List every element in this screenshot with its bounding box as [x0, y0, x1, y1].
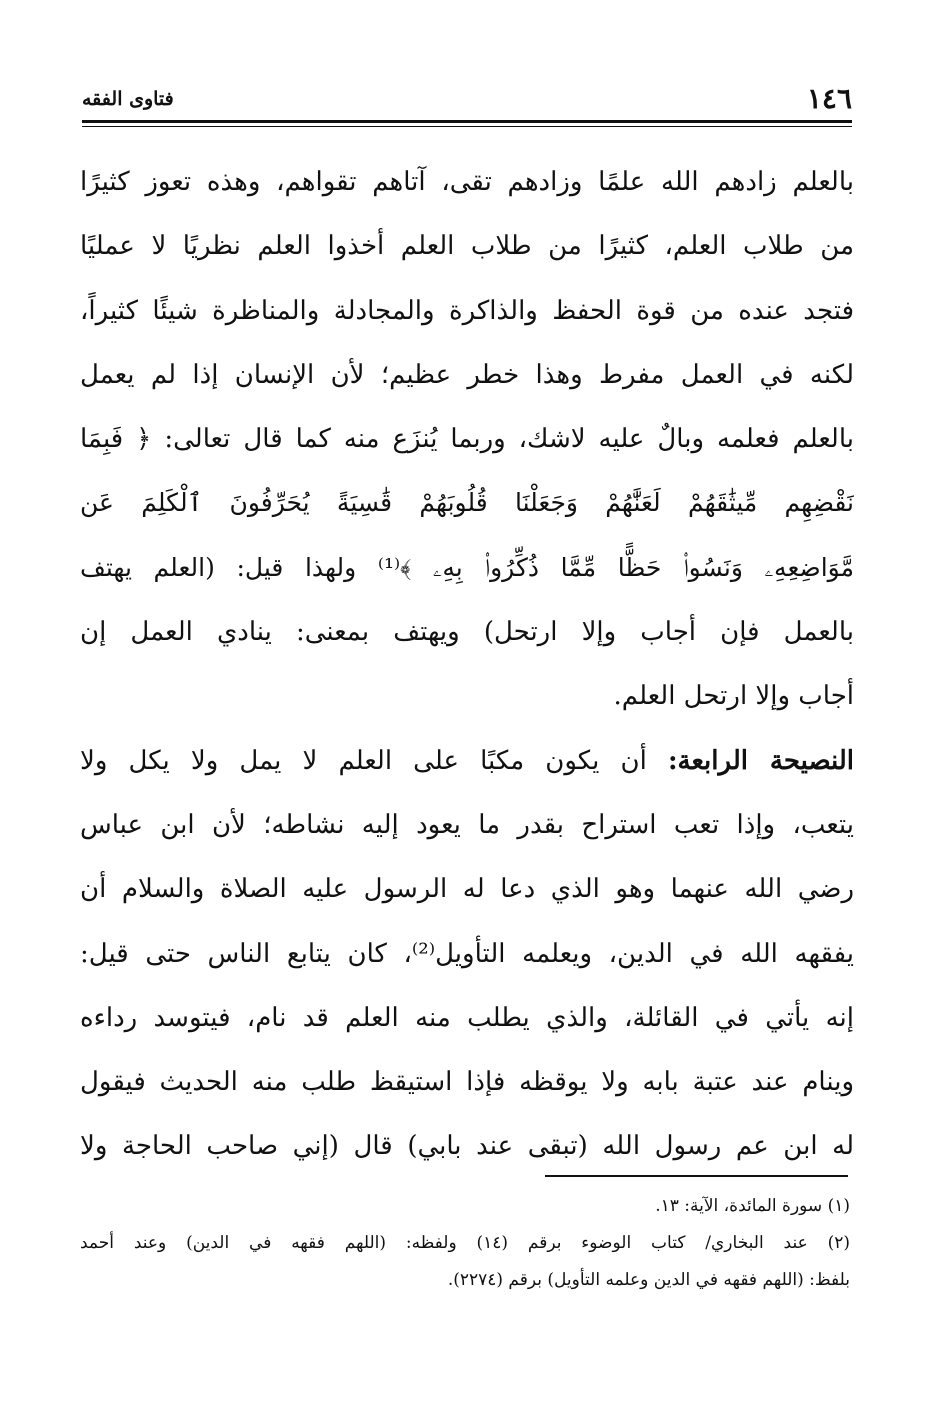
text-line: من طلاب العلم، كثيرًا من طلاب العلم أخذوا العلم نظريًا لا عمليًا [80, 231, 854, 262]
text-line: يفقهه الله في الدين، ويعلمه التأويل⁽²⁾، كان يتابع الناس حتى قيل: [80, 938, 854, 969]
running-title: فتاوى الفقه [82, 88, 174, 110]
text-line: يتعب، وإذا تعب استراح بقدر ما يعود إليه نشاطه؛ لأن ابن عباس [80, 809, 854, 840]
text-line: أجاب وإلا ارتحل العلم. [613, 681, 854, 712]
text-line: بالعلم فعلمه وبالٌ عليه لاشك، وربما يُنزَع منه كما قال تعالى: ﴿ فَبِمَا [80, 424, 854, 455]
main-text [80, 150, 854, 1179]
footnote-2-continued: بلفظ: (اللهم فقهه في الدين وعلمه التأويل) برقم (٢٢٧٤). [447, 1270, 850, 1290]
quran-verse-line: مَّوَاضِعِهِۦ وَنَسُوا۟ حَظًّا مِّمَّا ذُكِّرُوا۟ بِهِۦ ﴾⁽¹⁾ ولهذا قيل: (العلم يهتف [80, 552, 854, 582]
header-rule-thick [82, 120, 852, 123]
advice-heading: النصيحة الرابعة: [667, 745, 854, 776]
text-line: بالعمل فإن أجاب وإلا ارتحل) ويهتف بمعنى: ينادي العمل إن [80, 617, 854, 648]
page-number: ١٤٦ [806, 82, 852, 115]
paragraph-first-line-text: أن يكون مكبًا على العلم لا يمل ولا يكل ولا [80, 745, 668, 776]
header-rule-thin [82, 126, 852, 127]
text-line: لكنه في العمل مفرط وهذا خطر عظيم؛ لأن الإنسان إذا لم يعمل [80, 359, 854, 390]
text-line: فتجد عنده من قوة الحفظ والذاكرة والمجادلة والمناظرة شيئًا كثيراً، [80, 295, 854, 326]
footnote-1: (١) سورة المائدة، الآية: ١٣. [655, 1196, 850, 1216]
text-line: وينام عند عتبة بابه ولا يوقظه فإذا استيقظ طلب منه الحديث فيقول [80, 1067, 854, 1098]
page-header [82, 82, 852, 120]
paragraph-first-line [80, 729, 854, 793]
text-line: رضي الله عنهما وهو الذي دعا له الرسول عليه الصلاة والسلام أن [80, 874, 854, 905]
quran-verse-line: نَقْضِهِم مِّيثَٰقَهُمْ لَعَنَّٰهُمْ وَجَعَلْنَا قُلُوبَهُمْ قَٰسِيَةً يُحَرِّفُونَ ٱلْكَلِمَ عَن [80, 488, 854, 518]
text-line: له ابن عم رسول الله (تبقى عند بابي) قال (إني صاحب الحاجة ولا [80, 1131, 854, 1162]
footnotes [80, 1188, 850, 1299]
text-line: إنه يأتي في القائلة، والذي يطلب منه العلم قد نام، فيتوسد رداءه [80, 1002, 854, 1033]
footnote-2: (٢) عند البخاري/ كتاب الوضوء برقم (١٤) ولفظه: (اللهم فقهه في الدين) وعند أحمد [80, 1233, 850, 1253]
footnote-separator [545, 1175, 848, 1177]
text-line: بالعلم زادهم الله علمًا وزادهم تقى، آتاهم تقواهم، وهذه تعوز كثيرًا [80, 167, 854, 197]
